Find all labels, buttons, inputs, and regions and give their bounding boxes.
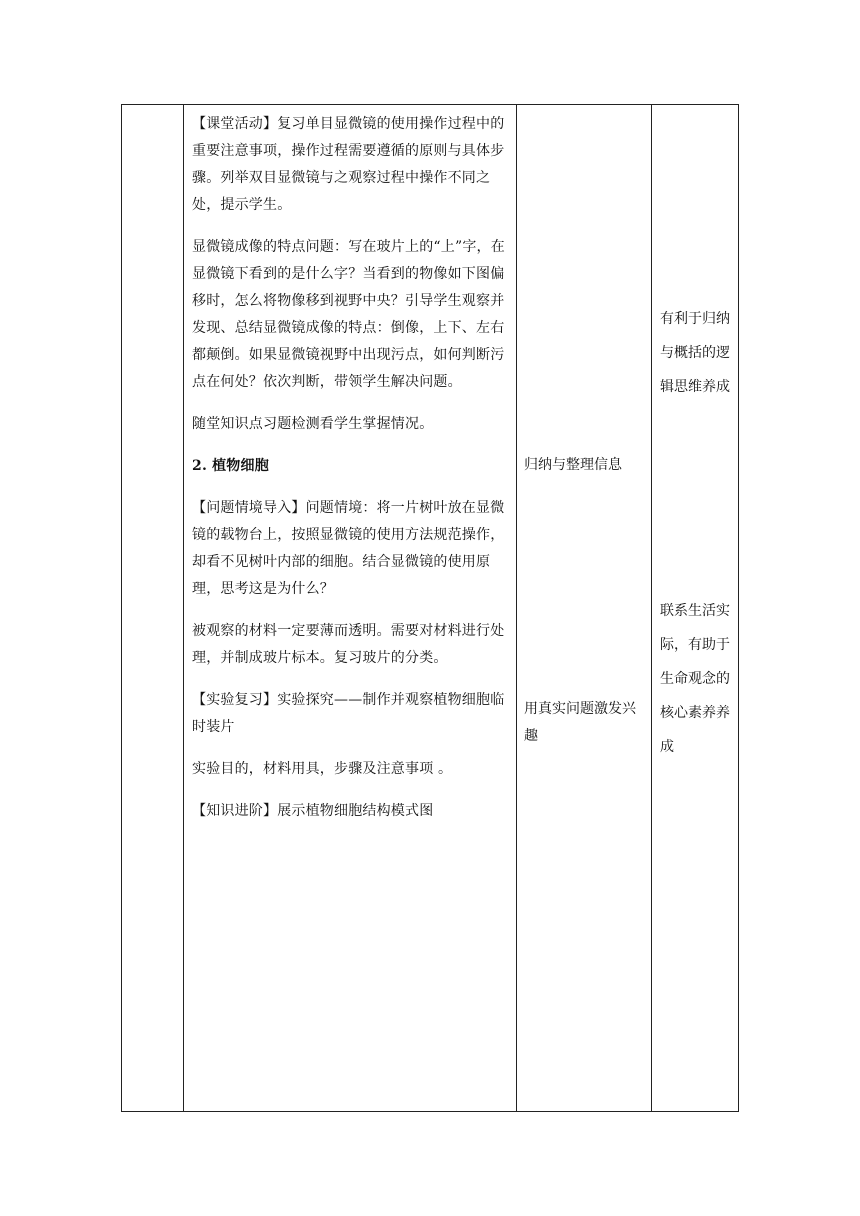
stage-column-cell	[122, 105, 184, 1112]
lesson-plan-table	[121, 104, 739, 1112]
paragraph-knowledge-advance: 【知识进阶】展示植物细胞结构模式图	[192, 803, 434, 819]
paragraph-experiment-items: 实验目的，材料用具，步骤及注意事项 。	[192, 761, 453, 777]
design-intent-b: 联系生活实际，有助于生命观念的核心素养养成	[660, 603, 730, 755]
paragraph-experiment-review: 【实验复习】实验探究——制作并观察植物细胞临时装片	[192, 692, 505, 735]
teacher-activity-cell	[184, 105, 517, 1112]
paragraph-imaging-question: 显微镜成像的特点问题：写在玻片上的“上”字，在显微镜下看到的是什么字？当看到的物像如下图偏移时，怎么将物像移到视野中央？引导学生观察并发现、总结显微镜成像的特点：倒像，上下、左右都颠倒。如果显微镜视野中出现污点，如何判断污点在何处？依次判断，带领学生解决问题。	[192, 239, 505, 390]
section-heading-plant-cell: 2. 植物细胞	[192, 458, 269, 474]
paragraph-material: 被观察的材料一定要薄而透明。需要对材料进行处理，并制成玻片标本。复习玻片的分类。	[192, 623, 505, 666]
paragraph-classroom-activity: 【课堂活动】复习单目显微镜的使用操作过程中的重要注意事项，操作过程需要遵循的原则与具体步骤。列举双目显微镜与之观察过程中操作不同之处，提示学生。	[192, 116, 505, 213]
student-activity-cell	[517, 105, 652, 1112]
teacher-activity-text	[192, 111, 510, 840]
paragraph-problem-intro: 【问题情境导入】问题情境：将一片树叶放在显微镜的载物台上，按照显微镜的使用方法规范操作，却看不见树叶内部的细胞。结合显微镜的使用原理，思考这是为什么？	[192, 500, 505, 597]
design-intent-a: 有利于归纳与概括的逻辑思维养成	[660, 311, 730, 395]
table-row	[122, 105, 739, 1112]
design-intent-cell	[652, 105, 739, 1112]
paragraph-quiz: 随堂知识点习题检测看学生掌握情况。	[192, 416, 434, 432]
student-activity-b: 用真实问题激发兴趣	[524, 701, 636, 744]
student-activity-a: 归纳与整理信息	[524, 457, 622, 473]
